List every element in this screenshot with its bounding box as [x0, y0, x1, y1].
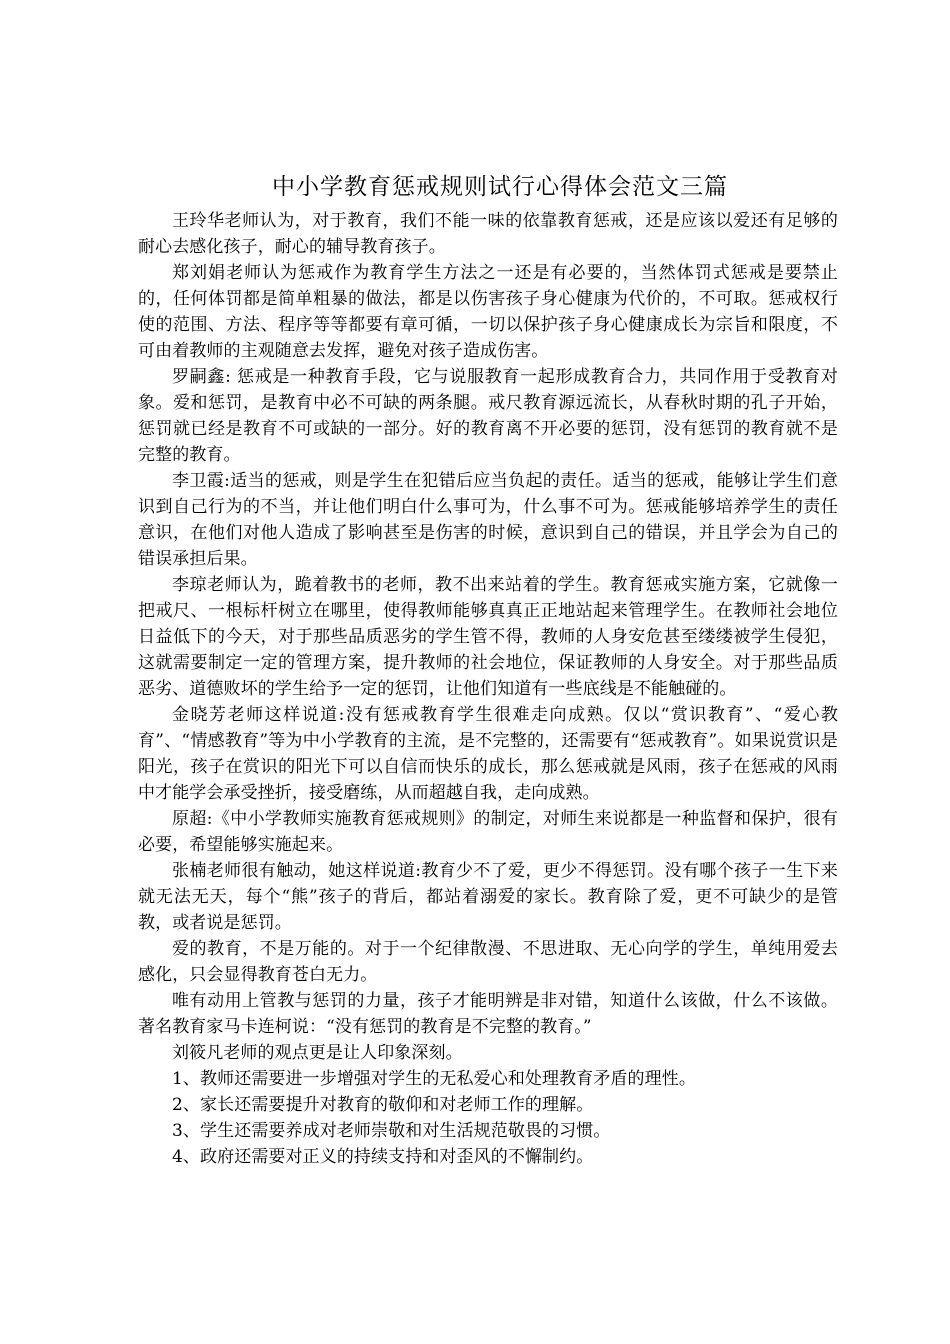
document-body: [138, 208, 838, 1170]
paragraph-wang-linghua: 王玲华老师认为，对于教育，我们不能一味的依靠教育惩戒，还是应该以爱还有足够的耐心去感化孩子，耐心的辅导教育孩子。: [138, 211, 838, 257]
paragraph-li-qiong: 李琼老师认为，跪着教书的老师，教不出来站着的学生。教育惩戒实施方案，它就像一把戒尺、一根标杆树立在哪里，使得教师能够真真正正地站起来管理学生。在教师社会地位日益低下的今天，对于那些品质恶劣的学生管不得，教师的人身安危甚至缕缕被学生侵犯，这就需要制定一定的管理方案，提升教师的社会地位，保证教师的人身安全。对于那些品质恶劣、道德败坏的学生给予一定的惩罚，让他们知道有一些底线是不能触碰的。: [138, 575, 838, 699]
document-title: 中小学教育惩戒规则试行心得体会范文三篇: [272, 174, 728, 200]
paragraph-zheng-liujuan: 郑刘娟老师认为惩戒作为教育学生方法之一还是有必要的，当然体罚式惩戒是要禁止的，任何体罚都是简单粗暴的做法，都是以伤害孩子身心健康为代价的，不可取。惩戒权行使的范围、方法、程序等等都要有章可循，一切以保护孩子身心健康成长为宗旨和限度，不可由着教师的主观随意去发挥，避免对孩子造成伤害。: [138, 263, 838, 361]
paragraph-li-weixia: 李卫霞:适当的惩戒，则是学生在犯错后应当负起的责任。适当的惩戒，能够让学生们意识到自己行为的不当，并让他们明白什么事可为，什么事不可为。惩戒能够培养学生的责任意识，在他们对他人造成了影响甚至是伤害的时候，意识到自己的错误，并且学会为自己的错误承担后果。: [138, 471, 838, 569]
paragraph-luo-sixin: 罗嗣鑫: 惩戒是一种教育手段，它与说服教育一起形成教育合力，共同作用于受教育对象。爱和惩罚，是教育中必不可缺的两条腿。戒尺教育源远流长，从春秋时期的孔子开始，惩罚就已经是教育不可或缺的一部分。好的教育离不开必要的惩罚，没有惩罚的教育就不是完整的教育。: [138, 367, 838, 465]
paragraph-zhang-nan: 张楠老师很有触动，她这样说道:教育少不了爱，更少不得惩罚。没有哪个孩子一生下来就无法无天，每个“熊”孩子的背后，都站着溺爱的家长。教育除了爱，更不可缺少的是管教，或者说是惩罚。: [138, 861, 838, 933]
list-item-parents: 2、家长还需要提升对教育的敬仰和对老师工作的理解。: [172, 1095, 594, 1115]
list-item-students: 3、学生还需要养成对老师崇敬和对生活规范敬畏的习惯。: [172, 1121, 611, 1141]
paragraph-liu-xiaofan: 刘筱凡老师的观点更是让人印象深刻。: [172, 1043, 463, 1063]
list-item-teachers: 1、教师还需要进一步增强对学生的无私爱心和处理教育矛盾的理性。: [172, 1069, 696, 1089]
list-item-government: 4、政府还需要对正义的持续支持和对歪风的不懈制约。: [172, 1147, 594, 1167]
paragraph-makarenko-quote: 唯有动用上管教与惩罚的力量，孩子才能明辨是非对错，知道什么该做，什么不该做。著名教育家马卡连柯说：“没有惩罚的教育是不完整的教育。”: [138, 991, 838, 1037]
paragraph-love-education: 爱的教育，不是万能的。对于一个纪律散漫、不思进取、无心向学的学生，单纯用爱去感化，只会显得教育苍白无力。: [138, 939, 838, 985]
paragraph-jin-xiaofang: 金晓芳老师这样说道:没有惩戒教育学生很难走向成熟。仅以“赏识教育”、“爱心教育”、“情感教育”等为中小学教育的主流，是不完整的，还需要有“惩戒教育”。如果说赏识是阳光，孩子在赏识的阳光下可以自信而快乐的成长，那么惩戒就是风雨，孩子在惩戒的风雨中才能学会承受挫折，接受磨练，从而超越自我，走向成熟。: [138, 705, 838, 803]
paragraph-yuan-chao: 原超:《中小学教师实施教育惩戒规则》的制定，对师生来说都是一种监督和保护，很有必要，希望能够实施起来。: [138, 809, 838, 855]
